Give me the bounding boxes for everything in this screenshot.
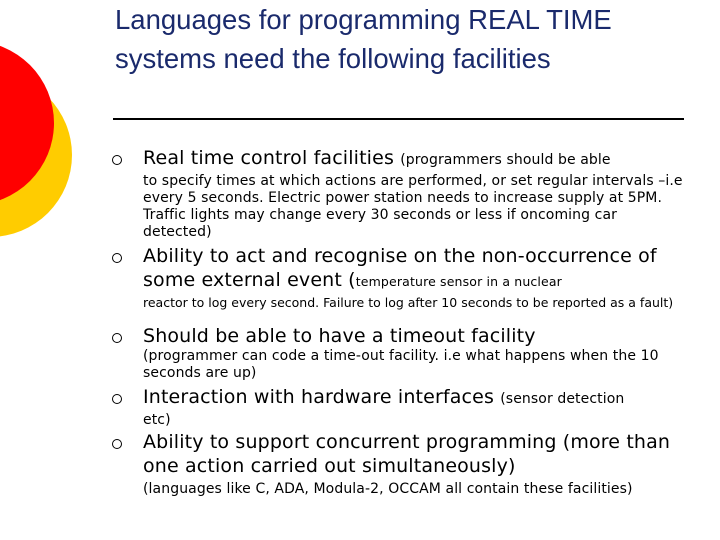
bullet-detail: (languages like C, ADA, Modula-2, OCCAM all contain these facilities) <box>143 481 633 497</box>
bullet-inline-detail: temperature sensor in a nuclear <box>355 273 562 289</box>
bullet-detail: etc) <box>143 411 171 428</box>
slide-title: Languages for programming REAL TIME systems need the following facilities <box>115 4 612 74</box>
hollow-circle-bullet-icon <box>112 155 122 165</box>
bullet-item-hardware-interfaces <box>143 386 688 429</box>
hollow-circle-bullet-icon <box>112 394 122 404</box>
bullet-heading: Real time control facilities <box>143 147 394 169</box>
bullet-item-timeout <box>143 325 688 382</box>
hollow-circle-bullet-icon <box>112 253 122 263</box>
bullet-heading: Interaction with hardware interfaces <box>143 386 495 408</box>
hollow-circle-bullet-icon <box>112 333 122 343</box>
bullet-inline-detail: (sensor detection <box>500 391 625 407</box>
hollow-circle-bullet-icon <box>112 439 122 449</box>
bullet-detail: reactor to log every second. Failure to log after 10 seconds to be reported as a fault) <box>143 295 674 310</box>
bullet-detail: to specify times at which actions are performed, or set regular intervals –i.e every 5 seconds. Electric power station needs to increase supply at 5PM. Traffic lights may change every 30 seconds or less if oncoming car detected) <box>143 172 683 240</box>
bullet-item-concurrent-programming <box>143 431 688 498</box>
bullet-item-real-time-control <box>143 147 688 241</box>
bullet-heading: Ability to support concurrent programming (more than one action carried out simultaneously) <box>143 431 671 477</box>
bullet-inline-detail: (programmers should be able <box>400 152 611 168</box>
bullet-item-non-occurrence <box>143 245 688 311</box>
decorative-circles <box>0 0 120 300</box>
bullet-heading: Should be able to have a timeout facility <box>143 325 536 347</box>
bullet-heading: Ability to act and recognise on the non-occurrence of some external event ( <box>143 245 657 291</box>
title-divider <box>113 118 684 120</box>
bullet-detail: (programmer can code a time-out facility. i.e what happens when the 10 seconds are up) <box>143 347 659 381</box>
